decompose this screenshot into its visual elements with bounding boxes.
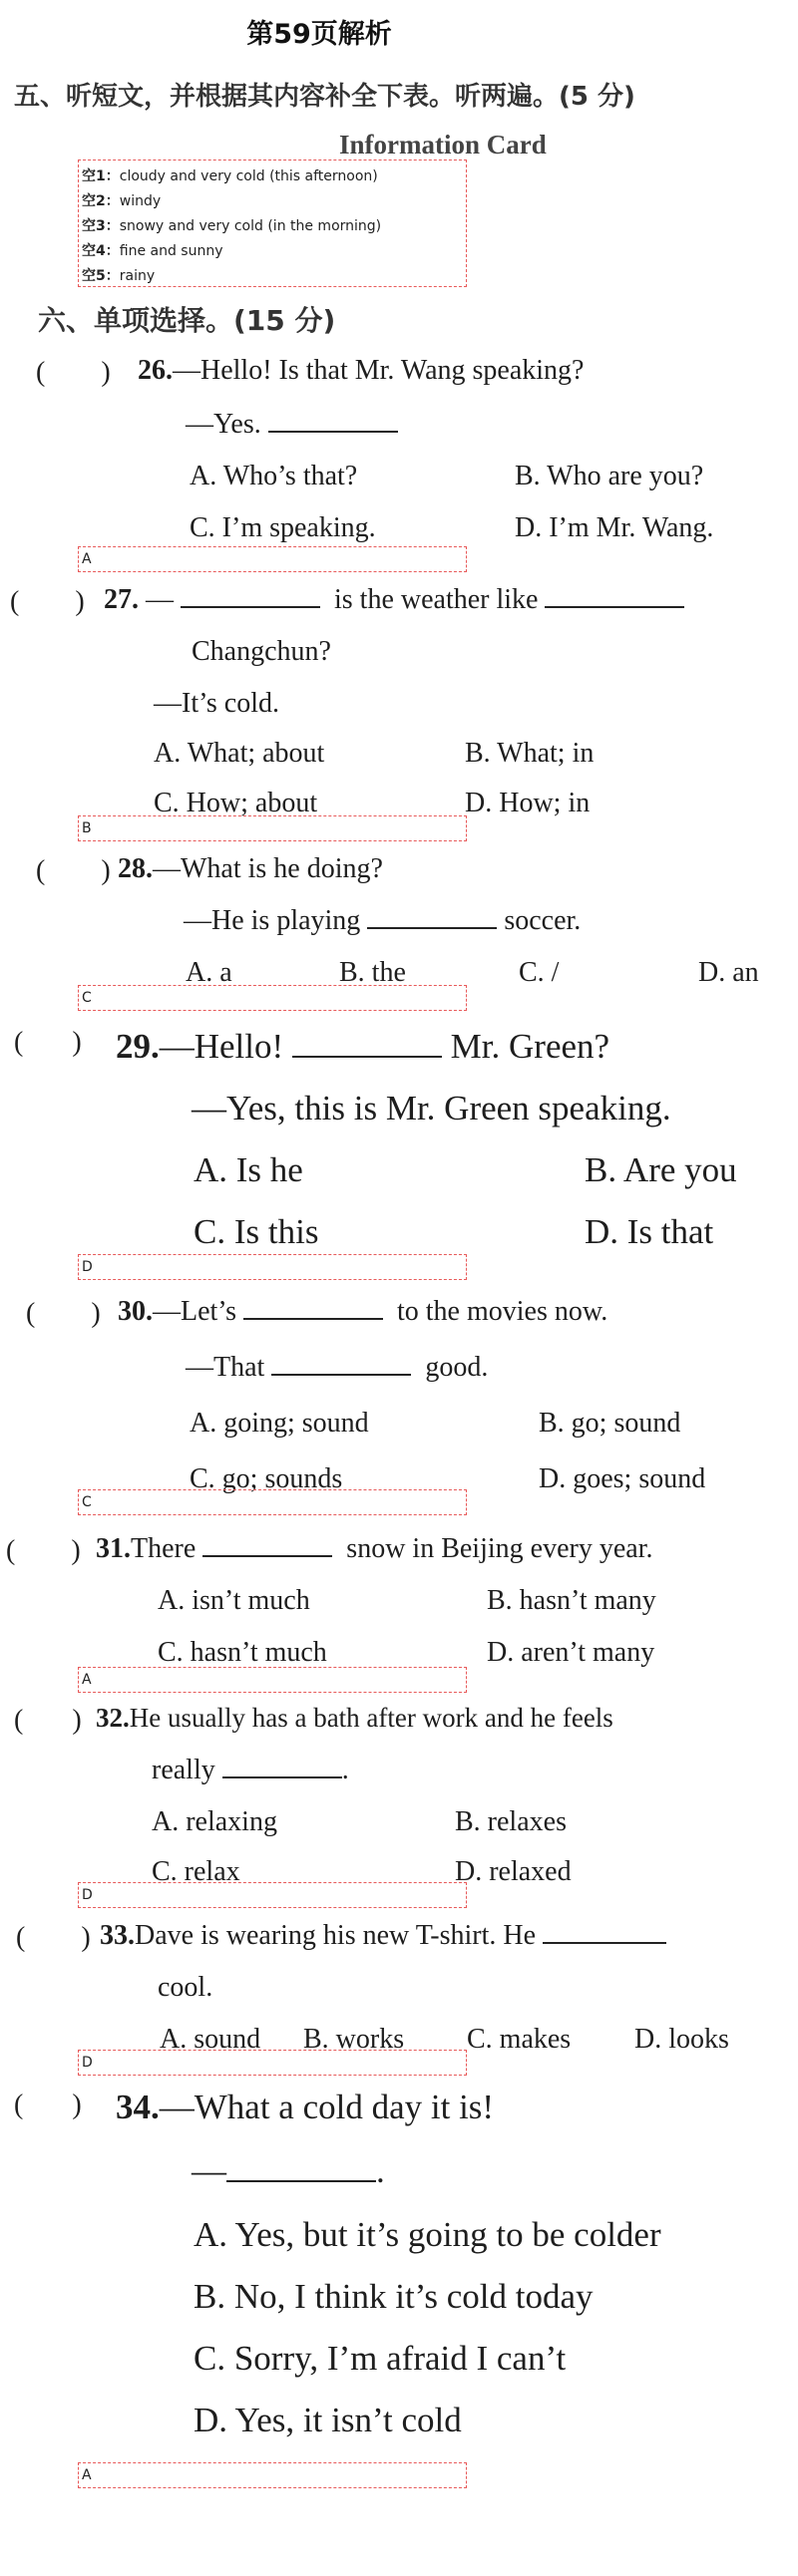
answer-box: A [78,2462,467,2488]
option-d: D. relaxed [455,1856,572,1887]
option-b: B. Who are you? [515,461,704,491]
question-text: —What a cold day it is! [159,2088,495,2126]
section-6-heading: 六、单项选择。(15 分) [38,304,336,337]
section-5-heading: 五、听短文，并根据其内容补全下表。听两遍。(5 分) [14,82,635,112]
option-a: A. What; about [154,738,325,769]
fill-blank [543,1941,666,1944]
question-text: to the movies now. [397,1296,608,1327]
option-b: B. What; in [465,738,595,769]
question-number: 29. [116,1027,160,1066]
option-b: B. No, I think it’s cold today [194,2277,594,2316]
answer-paren: ( ) [6,1535,81,1566]
card-answer-row [82,264,466,289]
question-number: 34. [116,2088,160,2126]
option-c: C. relax [152,1856,240,1887]
question-text: — [146,584,174,615]
answer-key: 空2： [82,193,120,209]
question-number: 26. [138,355,173,386]
fill-blank [271,1373,411,1376]
question-text: —Yes. [186,409,261,440]
question-27-line1 [104,584,684,616]
question-text: There [131,1533,197,1564]
question-29-line1 [116,1027,609,1067]
fill-blank [226,2179,376,2182]
card-answer-row [82,214,466,239]
option-d: D. I’m Mr. Wang. [515,512,714,543]
question-text: — [192,2151,226,2190]
question-29-line2: —Yes, this is Mr. Green speaking. [192,1089,671,1127]
question-text: Dave is wearing his new T-shirt. He [135,1920,537,1951]
question-31-line1 [96,1533,652,1565]
question-28-line2 [184,905,581,937]
fill-blank [292,1055,442,1058]
question-30-line2 [186,1352,488,1384]
question-text: —That [186,1352,265,1383]
option-d: D. Is that [585,1212,714,1251]
question-number: 31. [96,1533,131,1564]
option-d: D. goes; sound [539,1463,706,1494]
option-a: A. going; sound [190,1408,369,1439]
question-32-line1 [96,1703,613,1734]
card-answer-row [82,189,466,214]
answer-box: D [78,1882,467,1908]
option-a: A. Who’s that? [190,461,358,491]
card-answer-row [82,239,466,264]
information-card-answers [78,160,467,287]
answer-value: fine and sunny [119,243,223,259]
answer-box: B [78,815,467,841]
option-c: C. makes [467,2024,572,2055]
option-d: D. looks [634,2024,729,2055]
option-a: A. isn’t much [158,1585,310,1616]
question-text: —Hello! Is that Mr. Wang speaking? [173,355,585,386]
option-a: A. Yes, but it’s going to be colder [194,2215,661,2254]
answer-value: cloudy and very cold (this afternoon) [119,168,378,184]
option-d: D. How; in [465,788,591,818]
question-text: soccer. [504,905,582,936]
answer-box: A [78,1667,467,1693]
question-33-line1 [100,1920,666,1952]
question-27-line1-cont: Changchun? [192,636,331,667]
option-b: B. hasn’t many [487,1585,656,1616]
option-c: C. I’m speaking. [190,512,376,543]
option-b: B. go; sound [539,1408,681,1439]
fill-blank [181,605,320,608]
question-28-line1 [118,853,383,885]
answer-key: 空5： [82,268,120,284]
option-b: B. works [303,2024,405,2055]
question-text: He usually has a bath after work and he feels [129,1703,613,1733]
question-text: —He is playing [184,905,361,936]
answer-paren: ( ) [14,1705,82,1736]
question-text: is the weather like [334,584,539,615]
option-a: A. sound [160,2024,261,2055]
answer-paren: ( ) [36,855,111,886]
answer-paren: ( ) [14,2090,82,2120]
answer-box: C [78,985,467,1011]
option-c: C. go; sounds [190,1463,343,1494]
question-text: —What is he doing? [153,853,383,884]
answer-box: D [78,2050,467,2076]
answer-paren: ( ) [36,357,111,388]
answer-key: 空1： [82,168,120,184]
fill-blank [202,1554,332,1557]
question-34-line2 [192,2151,385,2191]
option-c: C. Is this [194,1212,319,1251]
option-a: A. a [186,957,232,988]
page-title: 第59页解析 [246,19,392,50]
answer-value: snowy and very cold (in the morning) [119,218,382,234]
fill-blank [545,605,684,608]
fill-blank [222,1775,342,1778]
information-card-title: Information Card [339,130,547,160]
question-26-line2 [186,409,398,441]
option-d: D. Yes, it isn’t cold [194,2401,462,2439]
question-27-line2: —It’s cold. [154,688,279,719]
question-number: 33. [100,1920,135,1951]
card-answer-row [82,164,466,189]
question-26-line1 [138,355,584,387]
answer-value: windy [119,193,162,209]
question-text: good. [425,1352,489,1383]
answer-box: A [78,546,467,572]
question-30-line1 [118,1296,607,1328]
option-d: D. an [698,957,759,988]
answer-paren: ( ) [14,1027,82,1058]
answer-paren: ( ) [26,1298,101,1329]
option-d: D. aren’t many [487,1637,655,1668]
question-text: . [341,1755,349,1785]
question-number: 27. [104,584,139,615]
option-a: A. Is he [194,1150,303,1189]
question-text: really [152,1755,215,1785]
answer-key: 空3： [82,218,120,234]
option-a: A. relaxing [152,1806,277,1837]
fill-blank [367,926,497,929]
fill-blank [268,430,398,433]
question-text: . [376,2151,385,2190]
answer-key: 空4： [82,243,120,259]
question-text: —Hello! [159,1027,284,1066]
answer-paren: ( ) [16,1922,91,1953]
option-b: B. relaxes [455,1806,567,1837]
fill-blank [243,1317,383,1320]
question-34-line1 [116,2088,494,2127]
answer-box: D [78,1254,467,1280]
option-b: B. Are you [585,1150,737,1189]
question-32-line2 [152,1755,349,1786]
question-33-line2: cool. [158,1972,213,2003]
question-text: —Let’s [153,1296,236,1327]
question-text: Mr. Green? [450,1027,610,1066]
question-number: 30. [118,1296,153,1327]
option-c: C. hasn’t much [158,1637,327,1668]
option-c: C. How; about [154,788,318,818]
question-text: snow in Beijing every year. [346,1533,653,1564]
question-number: 28. [118,853,153,884]
question-number: 32. [96,1703,130,1733]
option-b: B. the [339,957,406,988]
option-c: C. / [519,957,560,988]
option-c: C. Sorry, I’m afraid I can’t [194,2339,567,2378]
answer-value: rainy [119,268,156,284]
answer-box: C [78,1489,467,1515]
answer-paren: ( ) [10,586,85,617]
